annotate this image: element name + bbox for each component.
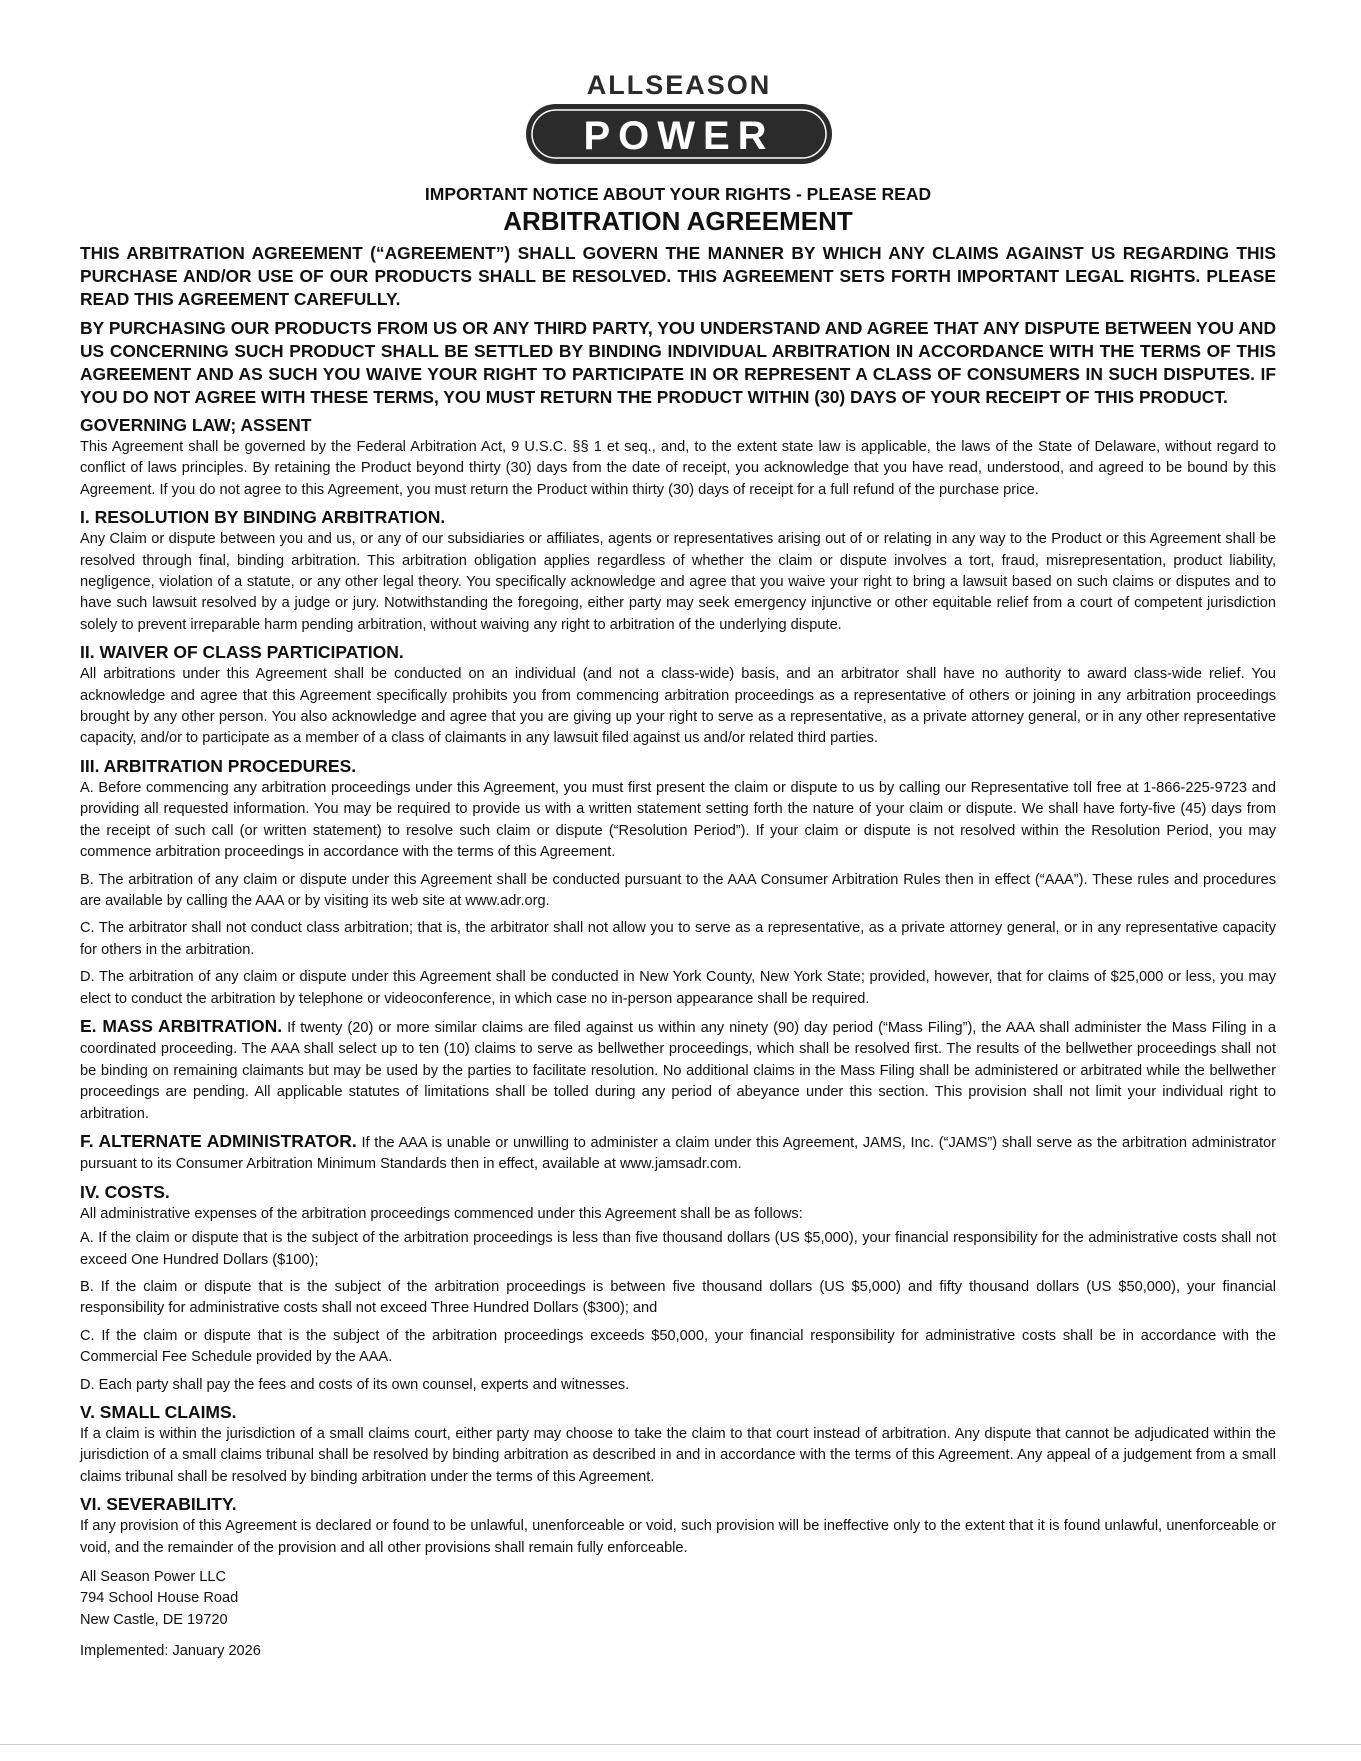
- intro-paragraph-1: THIS ARBITRATION AGREEMENT (“AGREEMENT”) SHALL GOVERN THE MANNER BY WHICH ANY CLAIMS AGAINST US REGARDING THIS PURCHASE AND/OR USE OF OUR PRODUCTS SHALL BE RESOLVED. THIS AGREEMENT SETS FORTH IMPORTANT LEGAL RIGHTS. PLEASE READ THIS AGREEMENT CAREFULLY.: [80, 243, 1276, 309]
- governing-law-heading: GOVERNING LAW; ASSENT: [80, 415, 312, 435]
- section-3-clause-b: B. The arbitration of any claim or dispute under this Agreement shall be conducted pursuant to the AAA Consumer Arbitration Rules then in effect (“AAA”). These rules and procedures are available by calling the AAA or by visiting its web site at www.adr.org.: [80, 871, 1276, 909]
- section-4-heading: IV. COSTS.: [80, 1181, 170, 1202]
- section-1-heading: I. RESOLUTION BY BINDING ARBITRATION.: [80, 507, 446, 528]
- section-4-clause-a: A. If the claim or dispute that is the subject of the arbitration proceedings is less than five thousand dollars (US $5,000), your financial responsibility for the administrative costs shall not exceed One Hundred Dollars ($100);: [80, 1230, 1276, 1268]
- logo-graphic: [518, 70, 840, 170]
- section-2-text: All arbitrations under this Agreement shall be conducted on an individual (and not a class-wide) basis, and an arbitrator shall have no authority to award class-wide relief. You acknowledge and agree that this Agreement specifically prohibits you from commencing arbitration proceedings as a representative of others or joining in any arbitration proceedings brought by any other person. You also acknowledge and agree that you are giving up your right to serve as a representative, as a private attorney general, or in any other representative capacity, and/or to participate as a member of a class of claimants in any lawsuit filed against us and/or related third parties.: [80, 666, 1276, 747]
- address-line-company: All Season Power LLC: [80, 1569, 227, 1586]
- company-address: [80, 1567, 1276, 1631]
- alternate-administrator-text: If the AAA is unable or unwilling to administer a claim under this Agreement, JAMS, Inc. (“JAMS”) shall serve as the arbitration administrator pursuant to its Consumer Arbitration Minimum Standards then in effect, available at www.jamsadr.com.: [80, 1134, 1276, 1173]
- section-3-clause-a: A. Before commencing any arbitration proceedings under this Agreement, you must first present the claim or dispute to us by calling our Representative toll free at 1-866-225-9723 and providing all requested information. You may be required to provide us with a written statement setting forth the nature of your claim or dispute. We shall have forty-five (45) days from the receipt of such call (or written statement) to resolve such claim or dispute (“Resolution Period”). If your claim or dispute is not resolved within the Resolution Period, you may commence arbitration proceedings in accordance with the terms of this Agreement.: [80, 779, 1276, 861]
- intro-paragraph-2: BY PURCHASING OUR PRODUCTS FROM US OR ANY THIRD PARTY, YOU UNDERSTAND AND AGREE THAT ANY DISPUTE BETWEEN YOU AND US CONCERNING SUCH PRODUCT SHALL BE SETTLED BY BINDING INDIVIDUAL ARBITRATION IN ACCORDANCE WITH THE TERMS OF THIS AGREEMENT AND AS SUCH YOU WAIVE YOUR RIGHT TO PARTICIPATE IN OR REPRESENT A CLASS OF CONSUMERS IN SUCH DISPUTES. IF YOU DO NOT AGREE WITH THESE TERMS, YOU MUST RETURN THE PRODUCT WITHIN (30) DAYS OF YOUR RECEIPT OF THIS PRODUCT.: [80, 318, 1276, 407]
- section-6-text: If any provision of this Agreement is declared or found to be unlawful, unenforceable or void, such provision will be ineffective only to the extent that it is found unlawful, unenforceable or void, and the remainder of the provision and all other provisions shall remain fully enforceable.: [80, 1518, 1276, 1556]
- address-line-city: New Castle, DE 19720: [80, 1611, 228, 1628]
- section-4-clause-c: C. If the claim or dispute that is the subject of the arbitration proceedings exceeds $50,000, your financial responsibility for administrative costs shall be in accordance with the Commercial Fee Schedule provided by the AAA.: [80, 1327, 1276, 1366]
- page-bottom-divider: [0, 1744, 1361, 1745]
- section-3-clause-e: [80, 1016, 1276, 1125]
- section-5-text: If a claim is within the jurisdiction of a small claims court, either party may choose to take the claim to that court instead of arbitration. Any dispute that cannot be adjudicated within the jurisdiction of a small claims tribunal shall be resolved by binding arbitration as described in and in accordance with the terms of this Agreement. Any appeal of a judgement from a small claims tribunal shall be resolved by binding arbitration under the terms of this Agreement.: [80, 1426, 1276, 1485]
- section-3-heading: III. ARBITRATION PROCEDURES.: [80, 755, 357, 776]
- alternate-administrator-lead: F. ALTERNATE ADMINISTRATOR.: [80, 1130, 357, 1151]
- important-notice: IMPORTANT NOTICE ABOUT YOUR RIGHTS - PLEASE READ: [424, 184, 932, 204]
- section-6-heading: VI. SEVERABILITY.: [80, 1494, 237, 1515]
- implemented-date: Implemented: January 2026: [80, 1643, 261, 1660]
- section-3-clause-c: C. The arbitrator shall not conduct class arbitration; that is, the arbitrator shall not allow you to serve as a representative, as a private attorney general, or in any representative capacity for others in the arbitration.: [80, 920, 1276, 958]
- section-5-heading: V. SMALL CLAIMS.: [80, 1402, 237, 1423]
- section-3-clause-d: D. The arbitration of any claim or dispute under this Agreement shall be conducted in New York County, New York State; provided, however, that for claims of $25,000 or less, you may elect to conduct the arbitration by telephone or videoconference, in which case no in-person appearance shall be required.: [80, 969, 1276, 1007]
- document-title: ARBITRATION AGREEMENT: [503, 206, 853, 236]
- section-4-intro: All administrative expenses of the arbitration proceedings commenced under this Agreement shall be as follows:: [80, 1205, 803, 1222]
- section-3-clause-f: [80, 1131, 1276, 1176]
- agreement-body: [80, 184, 1276, 1663]
- section-4-clause-d: D. Each party shall pay the fees and costs of its own counsel, experts and witnesses.: [80, 1376, 630, 1393]
- address-line-street: 794 School House Road: [80, 1590, 239, 1607]
- mass-arbitration-lead: E. MASS ARBITRATION.: [80, 1015, 283, 1036]
- section-1-text: Any Claim or dispute between you and us, or any of our subsidiaries or affiliates, agents or representatives arising out of or relating in any way to the Product or this Agreement shall be resolved through final, binding arbitration. This arbitration obligation applies regardless of whether the claim or dispute involves a tort, fraud, misrepresentation, product liability, negligence, violation of a statute, or any other legal theory. You specifically acknowledge and agree that you waive your right to bring a lawsuit based on such claims or disputes and to have such lawsuit resolved by a judge or jury. Notwithstanding the foregoing, either party may seek emergency injunctive or other equitable relief from a court of competent jurisdiction solely to prevent irreparable harm pending arbitration, without waiving any right to arbitration of the underlying dispute.: [80, 531, 1276, 633]
- mass-arbitration-text: If twenty (20) or more similar claims are filed against us within any ninety (90) day period (“Mass Filing”), the AAA shall administer the Mass Filing in a coordinated proceeding. The AAA shall select up to ten (10) claims to serve as bellwether proceedings, which shall be resolved first. The results of the bellwether proceedings shall not be binding on remaining claimants but may be used by the parties to facilitate resolution. No additional claims in the Mass Filing shall be administered or arbitrated while the bellwether proceedings are pending. All applicable statutes of limitations shall be tolled during any period of abeyance under this section. This provision shall not limit your individual right to arbitration.: [80, 1019, 1276, 1122]
- logo-top-text: ALLSEASON: [586, 70, 772, 100]
- section-2-heading: II. WAIVER OF CLASS PARTICIPATION.: [80, 642, 404, 663]
- allseason-power-logo: [518, 70, 840, 170]
- governing-law-text: This Agreement shall be governed by the Federal Arbitration Act, 9 U.S.C. §§ 1 et seq., and, to the extent state law is applicable, the laws of the State of Delaware, without regard to conflict of laws principles. By retaining the Product beyond thirty (30) days from the date of receipt, you acknowledge that you have read, understood, and agreed to be bound by this Agreement. If you do not agree to this Agreement, you must return the Product within thirty (30) days of receipt for a full refund of the purchase price.: [80, 439, 1276, 498]
- logo-bottom-text: POWER: [583, 114, 775, 158]
- section-4-clause-b: B. If the claim or dispute that is the subject of the arbitration proceedings is between five thousand dollars (US $5,000) and fifty thousand dollars (US $50,000), your financial responsibility for administrative costs shall not exceed Three Hundred Dollars ($300); and: [80, 1279, 1276, 1317]
